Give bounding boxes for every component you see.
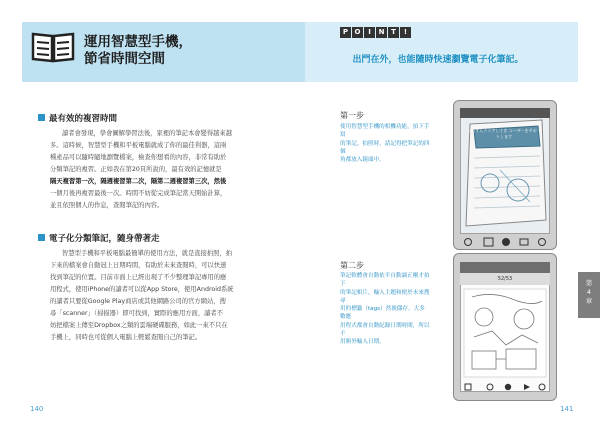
point-letter: I (364, 27, 375, 38)
sketch-note (462, 287, 548, 379)
step-text-line: 用的標籤（tags）然後儲存。大多數應 (340, 306, 425, 321)
step1-text (340, 123, 430, 164)
paragraph-line: 用程式，使用iPhone的讀者可以從App Store，使用Android系統 (50, 286, 234, 293)
point-letter: O (352, 27, 363, 38)
paragraph-line: 尋「scanner」（掃描器）即可找到，實際的應用方面，讀者不 (50, 310, 224, 317)
title-line-2: 節省時間空間 (84, 51, 165, 67)
step-text-line: 用程式都會自動紀錄日期時間，所以不 (340, 322, 430, 338)
step-text-line: 用額外輸入日期。 (340, 339, 385, 346)
page-number-right: 141 (560, 405, 574, 413)
paragraph-line: 的讀者只要從Google Play商店或其他網路公司的官方網站，搜 (50, 298, 226, 305)
point-letter: ! (400, 27, 411, 38)
paragraph-line: 妨把檔案上傳至Dropbox之類的雲端硬碟服務，如此一來不只在 (50, 322, 228, 329)
paragraph-line: 一個月後再複習最後一次。時間不妨從完成筆記當天開始計算， (50, 190, 227, 197)
paragraph-line: 種產品可以隨時隨地瀏覽檔案，檢查你想看的內容，非常有助於 (50, 154, 227, 161)
paragraph-line: 下來的檔案會自動冠上日期時間，有助於未來查閱時，可以快速 (50, 262, 227, 269)
side-tab-line: 第 (585, 279, 593, 287)
step-text-line: 的筆記相片，輸入主題和便於未來搜尋 (340, 289, 430, 304)
point-letter: P (340, 27, 351, 38)
step1-title: 第一步 (340, 111, 364, 120)
square-bullet-icon (38, 234, 45, 241)
side-tab-line: 章 (585, 297, 593, 305)
page-number-left: 140 (30, 405, 44, 413)
paragraph-line: 智慧型手機和平板電腦最簡單的使用方法，就是直接拍照，拍 (62, 250, 233, 257)
paragraph-line: 並且依照個人的作息，查閱筆記的內容。 (50, 202, 164, 209)
open-book-icon (30, 30, 76, 64)
chapter-title (84, 34, 192, 68)
paragraph-digital (50, 248, 286, 344)
paragraph-line: 分類筆記的複習。正如我在第20頁所說的，最有效的記憶就是 (50, 166, 222, 173)
step-text-line: 的筆記。拍照時，請記得把筆記的四個 (340, 140, 430, 155)
section-heading-review (38, 112, 117, 124)
paragraph-line-bold: 隔天複習第一次，隔週複習第二次，隔第二週複習第三次，然後 (50, 178, 227, 185)
paragraph-line: 讀者會發現，學會圖解學習法後，家裡的筆記本會變得越來越 (62, 130, 233, 137)
paragraph-review (50, 128, 286, 212)
side-tab-line: 4 (586, 288, 592, 296)
step2-text (340, 272, 430, 347)
point-text: 出門在外，也能隨時快速瀏覽電子化筆記。 (352, 55, 524, 65)
step-text-line: 筆記軟體會自動依半自動調正剛才拍下 (340, 273, 430, 288)
square-bullet-icon (38, 114, 45, 121)
section-heading-text: 電子化分類筆記，隨身帶著走 (49, 234, 160, 244)
point-tag (340, 27, 411, 38)
app-top-bar (460, 262, 550, 273)
paragraph-line: 多。這時候，智慧型手機和平板電腦就成了你的最佳利器，這兩 (50, 142, 227, 149)
camera-toolbar (462, 236, 548, 248)
step2-title: 第二步 (340, 261, 364, 270)
app-toolbar (462, 382, 548, 392)
paragraph-line: 找到筆記的位置。目前市面上已經出現了不少整理筆記專用的應 (50, 274, 227, 281)
point-letter: N (376, 27, 387, 38)
title-line-1: 運用智慧型手機， (84, 34, 192, 50)
section-heading-digital (38, 232, 160, 244)
section-heading-text: 最有效的複習時間 (49, 114, 118, 124)
camera-screen-text: ひたすらクリアしてき ユーザーをサポートします (467, 128, 541, 139)
paragraph-line: 手機上，同時也可從個人電腦上輕鬆查閱自己的筆記。 (50, 334, 202, 341)
page-counter: 52/53 (460, 273, 550, 285)
notebook-photo (460, 108, 550, 234)
step-text-line: 角都放入鏡頭中。 (340, 157, 385, 164)
chapter-side-tab (578, 272, 600, 318)
step-text-line: 使用智慧型手機的相機功能，拍下手寫 (340, 124, 430, 139)
point-letter: T (388, 27, 399, 38)
